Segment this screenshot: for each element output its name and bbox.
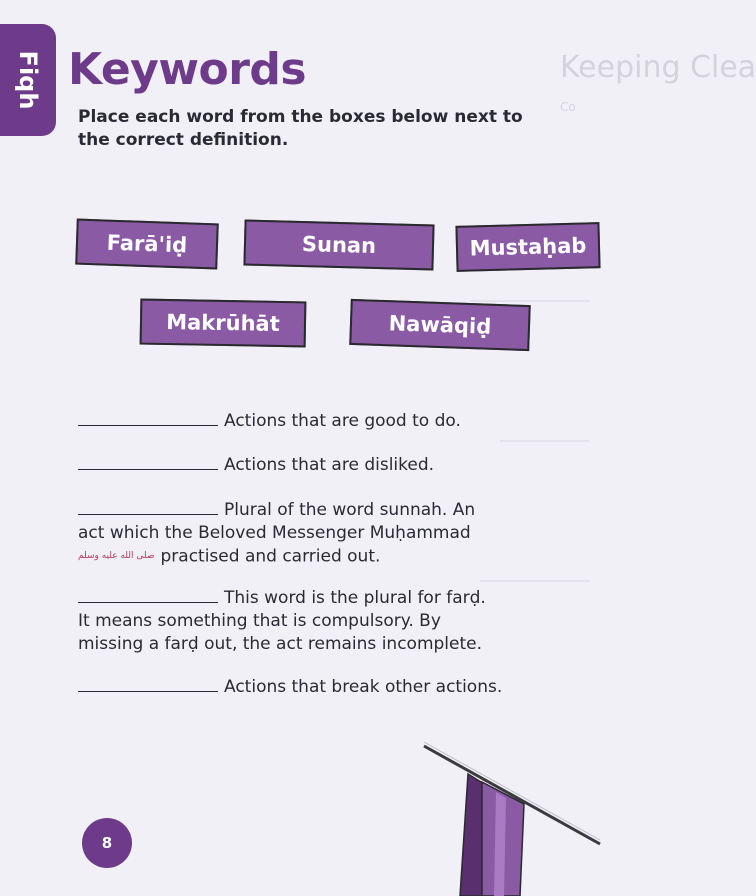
answer-blank[interactable] [78,411,218,426]
bleed-through-mark [500,440,590,442]
towel-fold [494,792,506,896]
word-box-label: Sunan [301,232,377,258]
word-box-label: Nawāqiḍ [388,311,492,339]
word-box-sunan [243,220,434,271]
definition-text: It means something that is compulsory. By [78,611,441,631]
bleed-through-sub: Co [560,100,576,114]
page-number-label: 8 [101,834,113,852]
instructions: Place each word from the boxes below next to the correct definition. [78,107,523,150]
page-title: Keywords [68,44,307,95]
answer-blank[interactable] [78,588,218,603]
answer-blank[interactable] [78,500,218,515]
definition-text: Actions that are good to do. [224,411,461,431]
word-box-label: Makrūhāt [166,310,280,336]
bleed-through-mark [470,300,590,302]
word-box-label: Farā'iḍ [106,230,188,258]
bleed-through-heading: Keeping Clea [560,50,756,85]
definition-1 [78,410,538,433]
subject-tab [0,24,56,136]
definition-text: missing a farḍ out, the act remains incomplete. [78,634,482,654]
definition-text: act which the Beloved Messenger Muḥammad [78,523,471,543]
towel-on-rail-illustration [420,740,600,896]
answer-blank[interactable] [78,455,218,470]
definition-text: Actions that are disliked. [224,455,435,475]
page-number [82,818,132,868]
definition-3 [78,499,538,569]
definition-4 [78,587,538,656]
definition-text: Actions that break other actions. [224,677,503,697]
word-box-makruhat [140,299,307,348]
definition-text: practised and carried out. [160,546,381,567]
bleed-through-mark [480,580,590,582]
definition-text: Plural of the word sunnah. An [224,500,476,520]
definition-5 [78,676,538,699]
definition-text: This word is the plural for farḍ. [224,588,486,608]
answer-blank[interactable] [78,677,218,692]
word-box-label: Mustaḥab [469,233,587,261]
salawat-glyph: صلى الله عليه وسلم [78,551,155,561]
word-box-mustahab [455,222,600,272]
subject-tab-label: Fiqh [14,50,42,110]
definition-2 [78,454,538,477]
word-box-faraid [75,219,219,270]
word-box-nawaqid [349,299,530,351]
